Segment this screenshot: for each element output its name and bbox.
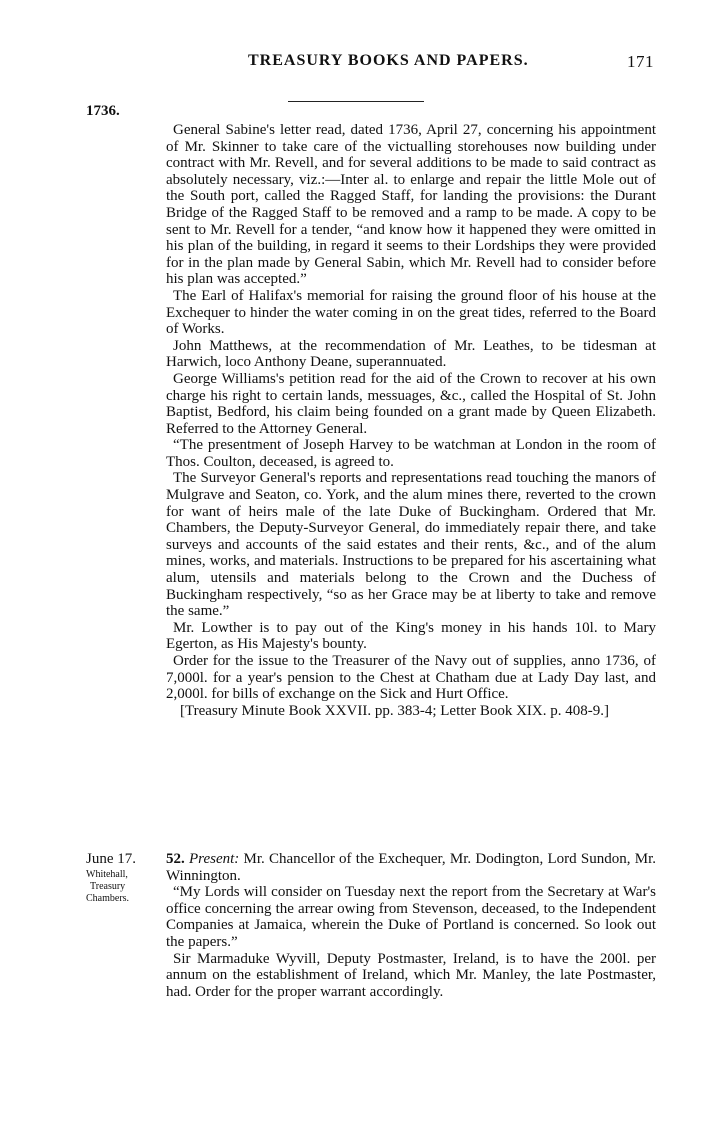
margin-place-line: Whitehall, — [86, 869, 128, 880]
citation: [Treasury Minute Book XXVII. pp. 383-4; Letter Book XIX. p. 408-9.] — [180, 702, 609, 719]
header-rule — [288, 101, 424, 102]
margin-year: 1736. — [86, 103, 120, 119]
margin-place-line: Treasury — [90, 881, 126, 892]
paragraph: The Earl of Halifax's memorial for raising the ground floor of his house at the Exchequer to hinder the water coming in on the great tides, referred to the Board of Works. — [166, 287, 656, 338]
paragraph: “My Lords will consider on Tuesday next the report from the Secretary at War's office concerning the arrear owing from Stevenson, deceased, to the Independent Companies at Jamaica, wherein the Duke of Portland is concerned. So look out the papers.” — [166, 884, 656, 950]
running-title: TREASURY BOOKS AND PAPERS. — [248, 52, 529, 69]
paragraph: Mr. Lowther is to pay out of the King's money in his hands 10l. to Mary Egerton, as His Majesty's bounty. — [166, 619, 656, 653]
paragraph: John Matthews, at the recommendation of Mr. Leathes, to be tidesman at Harwich, loco Anthony Deane, superannuated. — [166, 337, 656, 371]
margin-date: June 17. — [86, 851, 136, 867]
paragraph: Order for the issue to the Treasurer of the Navy out of supplies, anno 1736, of 7,000l. for a year's pension to the Chest at Chatham due at Lady Day last, and 2,000l. for bills of exchange on the Sick and Hurt Office. — [166, 653, 656, 703]
present-list: Mr. Chancellor of the Exchequer, Mr. Dodington, Lord Sundon, Mr. Winnington. — [166, 851, 657, 884]
entry-number: 52. — [166, 851, 185, 867]
page-number: 171 — [627, 52, 654, 71]
paragraph: The Surveyor General's reports and representations read touching the manors of Mulgrave and Seaton, co. York, and the alum mines there, reverted to the crown for want of heirs male of the late Duke of Buckingham. Ordered that Mr. Chambers, the Deputy-Surveyor General, do immediately repair there, and take surveys and accounts of the said estates and their rents, &c., and of the alum mines, works, and materials. Instructions to be prepared for his ascertaining what alum, utensils and materials belong to the Crown and the Duchess of Buckingham respectively, “so as her Grace may be at liberty to take and remove the same.” — [166, 470, 656, 620]
paragraph: “The presentment of Joseph Harvey to be watchman at London in the room of Thos. Coulton, deceased, is agreed to. — [166, 437, 656, 470]
present-label: Present: — [189, 851, 240, 867]
paragraph: Sir Marmaduke Wyvill, Deputy Postmaster, Ireland, is to have the 200l. per annum on the establishment of Ireland, which Mr. Manley, the late Postmaster, had. Order for the proper warrant accordingly. — [166, 950, 656, 1000]
paragraph: George Williams's petition read for the aid of the Crown to recover at his own charge his right to certain lands, messuages, &c., called the Hospital of St. John Baptist, Bedford, his claim being founded on a grant made by Queen Elizabeth. Referred to the Attorney General. — [166, 370, 656, 437]
entry-two — [166, 851, 656, 1000]
entry-one — [166, 122, 656, 719]
paragraph: General Sabine's letter read, dated 1736, April 27, concerning his appointment of Mr. Skinner to take care of the victualling storehouses now building under contract with Mr. Revell, and for several additions to be made to said contract as absolutely necessary, viz.:—Inter al. to enlarge and repair the little Mole out of the South port, called the Ragged Staff, for landing the provisions: the Durant Bridge of the Ragged Staff to be removed and a ramp to be made. A copy to be sent to Mr. Revell for a tender, “and know how it happened they were omitted in his plan of the building, in regard it seems to their Lordships they were provided for in the plan made by General Sabin, which Mr. Revell had to consider before his plan was accepted.” — [166, 122, 656, 288]
present-line — [166, 851, 656, 884]
margin-place-line: Chambers. — [86, 893, 130, 904]
